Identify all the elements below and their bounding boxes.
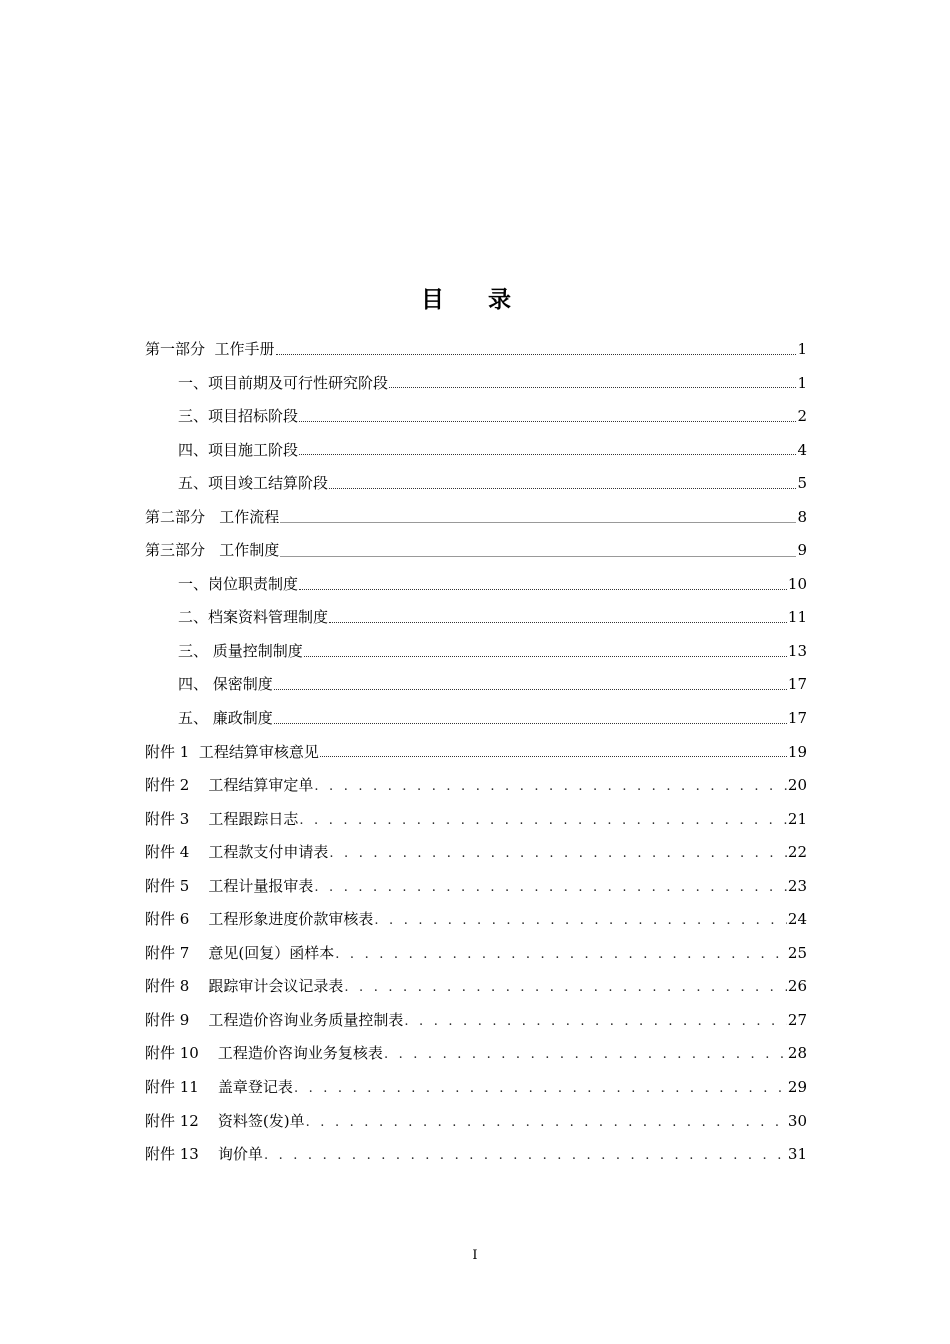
toc-entry-label: 二、档案资料管理制度 <box>178 608 329 627</box>
dot-leader <box>314 871 787 905</box>
dot-leader <box>374 904 787 938</box>
toc-entry-appendix[interactable] <box>145 1105 807 1139</box>
dot-leader <box>299 454 796 455</box>
toc-entry[interactable] <box>145 635 807 669</box>
toc-entry-appendix[interactable] <box>145 736 807 770</box>
toc-entry-label: 附件 9 工程造价咨询业务质量控制表 <box>145 1010 404 1029</box>
toc-entry-page: 20 <box>787 776 807 795</box>
toc-entry-appendix[interactable] <box>145 803 807 837</box>
toc-entry-label: 附件 7 意见(回复）函样本 <box>145 943 335 962</box>
toc-entry[interactable] <box>145 668 807 702</box>
toc-entry[interactable] <box>145 568 807 602</box>
toc-entry-appendix[interactable] <box>145 1037 807 1071</box>
toc-entry-label: 五、项目竣工结算阶段 <box>178 474 329 493</box>
toc-entry-label: 附件 10 工程造价咨询业务复核表 <box>145 1044 383 1063</box>
toc-entry-appendix[interactable] <box>145 1138 807 1172</box>
toc-entry-label: 附件 12 资料签(发)单 <box>145 1111 305 1130</box>
dot-leader <box>299 804 787 838</box>
toc-entry-page: 8 <box>797 507 807 526</box>
toc-entry-label: 三、 质量控制制度 <box>178 641 303 660</box>
toc-entry-appendix[interactable] <box>145 1071 807 1105</box>
toc-entry[interactable] <box>145 367 807 401</box>
toc-entry-page: 23 <box>787 876 807 895</box>
dot-leader <box>320 756 787 757</box>
dot-leader <box>280 556 796 557</box>
toc-entry[interactable] <box>145 467 807 501</box>
toc-entry-appendix[interactable] <box>145 836 807 870</box>
dot-leader <box>274 723 787 724</box>
dot-leader <box>329 488 796 489</box>
toc-entry-label: 第一部分 工作手册 <box>145 340 275 358</box>
toc-entry-page: 17 <box>787 709 807 728</box>
dot-leader <box>304 656 787 657</box>
dot-leader <box>294 1072 787 1106</box>
toc-entry-label: 附件 6 工程形象进度价款审核表 <box>145 910 374 929</box>
dot-leader <box>274 689 787 690</box>
toc-entry-label: 附件 8 跟踪审计会议记录表 <box>145 977 344 996</box>
dot-leader <box>264 1139 787 1173</box>
toc-entry-page: 21 <box>787 809 807 828</box>
toc-entry-page: 10 <box>787 574 807 593</box>
toc-entry-label: 四、项目施工阶段 <box>178 440 299 459</box>
dot-leader <box>404 1005 787 1039</box>
toc-entry[interactable] <box>145 601 807 635</box>
toc-entry-label: 一、项目前期及可行性研究阶段 <box>178 373 389 392</box>
toc-entry[interactable] <box>145 400 807 434</box>
dot-leader <box>299 589 787 590</box>
page-number-footer: I <box>472 1248 478 1263</box>
toc-entry-page: 5 <box>797 474 807 493</box>
toc-entry-label: 附件 11 盖章登记表 <box>145 1078 293 1097</box>
toc-entry-label: 附件 13 询价单 <box>145 1145 263 1164</box>
toc-entry-label: 一、岗位职责制度 <box>178 574 299 593</box>
toc-entry-appendix[interactable] <box>145 1004 807 1038</box>
toc-entry-page: 11 <box>787 608 807 627</box>
toc-entry-page: 4 <box>797 440 807 459</box>
toc-entry-page: 25 <box>787 943 807 962</box>
dot-leader <box>384 1038 787 1072</box>
dot-leader <box>280 522 796 523</box>
toc-entry-appendix[interactable] <box>145 970 807 1004</box>
dot-leader <box>306 1106 787 1140</box>
toc-entry-page: 27 <box>787 1010 807 1029</box>
toc-entry-page: 13 <box>787 641 807 660</box>
toc-entry-page: 30 <box>787 1111 807 1130</box>
toc-entry-page: 9 <box>797 541 807 560</box>
dot-leader <box>344 971 787 1005</box>
toc-entry-label: 附件 5 工程计量报审表 <box>145 876 314 895</box>
toc-entry-part-2[interactable] <box>145 501 807 535</box>
toc-entry-page: 31 <box>787 1145 807 1164</box>
toc-entry-appendix[interactable] <box>145 870 807 904</box>
toc-entry-page: 1 <box>797 373 807 392</box>
toc-entry-page: 29 <box>787 1078 807 1097</box>
toc-entry-label: 第三部分 工作制度 <box>145 541 280 560</box>
dot-leader <box>329 837 787 871</box>
toc-entry-label: 附件 1 工程结算审核意见 <box>145 742 319 761</box>
toc-entry-page: 17 <box>787 675 807 694</box>
toc-entry[interactable] <box>145 702 807 736</box>
toc-entry-label: 三、项目招标阶段 <box>178 407 299 426</box>
dot-leader <box>335 938 787 972</box>
toc-entry-page: 26 <box>787 977 807 996</box>
toc-entry-page: 2 <box>797 407 807 426</box>
dot-leader <box>329 622 787 623</box>
dot-leader <box>299 421 796 422</box>
toc-entry-label: 附件 2 工程结算审定单 <box>145 776 314 795</box>
toc-entry-label: 第二部分 工作流程 <box>145 507 280 526</box>
toc-entry-label: 附件 4 工程款支付申请表 <box>145 843 329 862</box>
dot-leader <box>314 770 787 804</box>
dot-leader <box>276 354 796 355</box>
toc-entry-appendix[interactable] <box>145 903 807 937</box>
toc-entry-page: 1 <box>797 340 807 358</box>
table-of-contents <box>145 333 807 1172</box>
toc-entry-page: 22 <box>787 843 807 862</box>
dot-leader <box>389 387 796 388</box>
toc-entry-appendix[interactable] <box>145 937 807 971</box>
toc-entry-page: 19 <box>787 742 807 761</box>
toc-entry-part-1[interactable] <box>145 333 807 367</box>
toc-entry[interactable] <box>145 434 807 468</box>
toc-entry-label: 四、 保密制度 <box>178 675 273 694</box>
toc-entry-page: 24 <box>787 910 807 929</box>
toc-entry-label: 五、 廉政制度 <box>178 709 273 728</box>
toc-entry-appendix[interactable] <box>145 769 807 803</box>
toc-entry-page: 28 <box>787 1044 807 1063</box>
toc-entry-part-3[interactable] <box>145 534 807 568</box>
toc-entry-label: 附件 3 工程跟踪日志 <box>145 809 299 828</box>
toc-title: 目 录 <box>420 287 529 313</box>
